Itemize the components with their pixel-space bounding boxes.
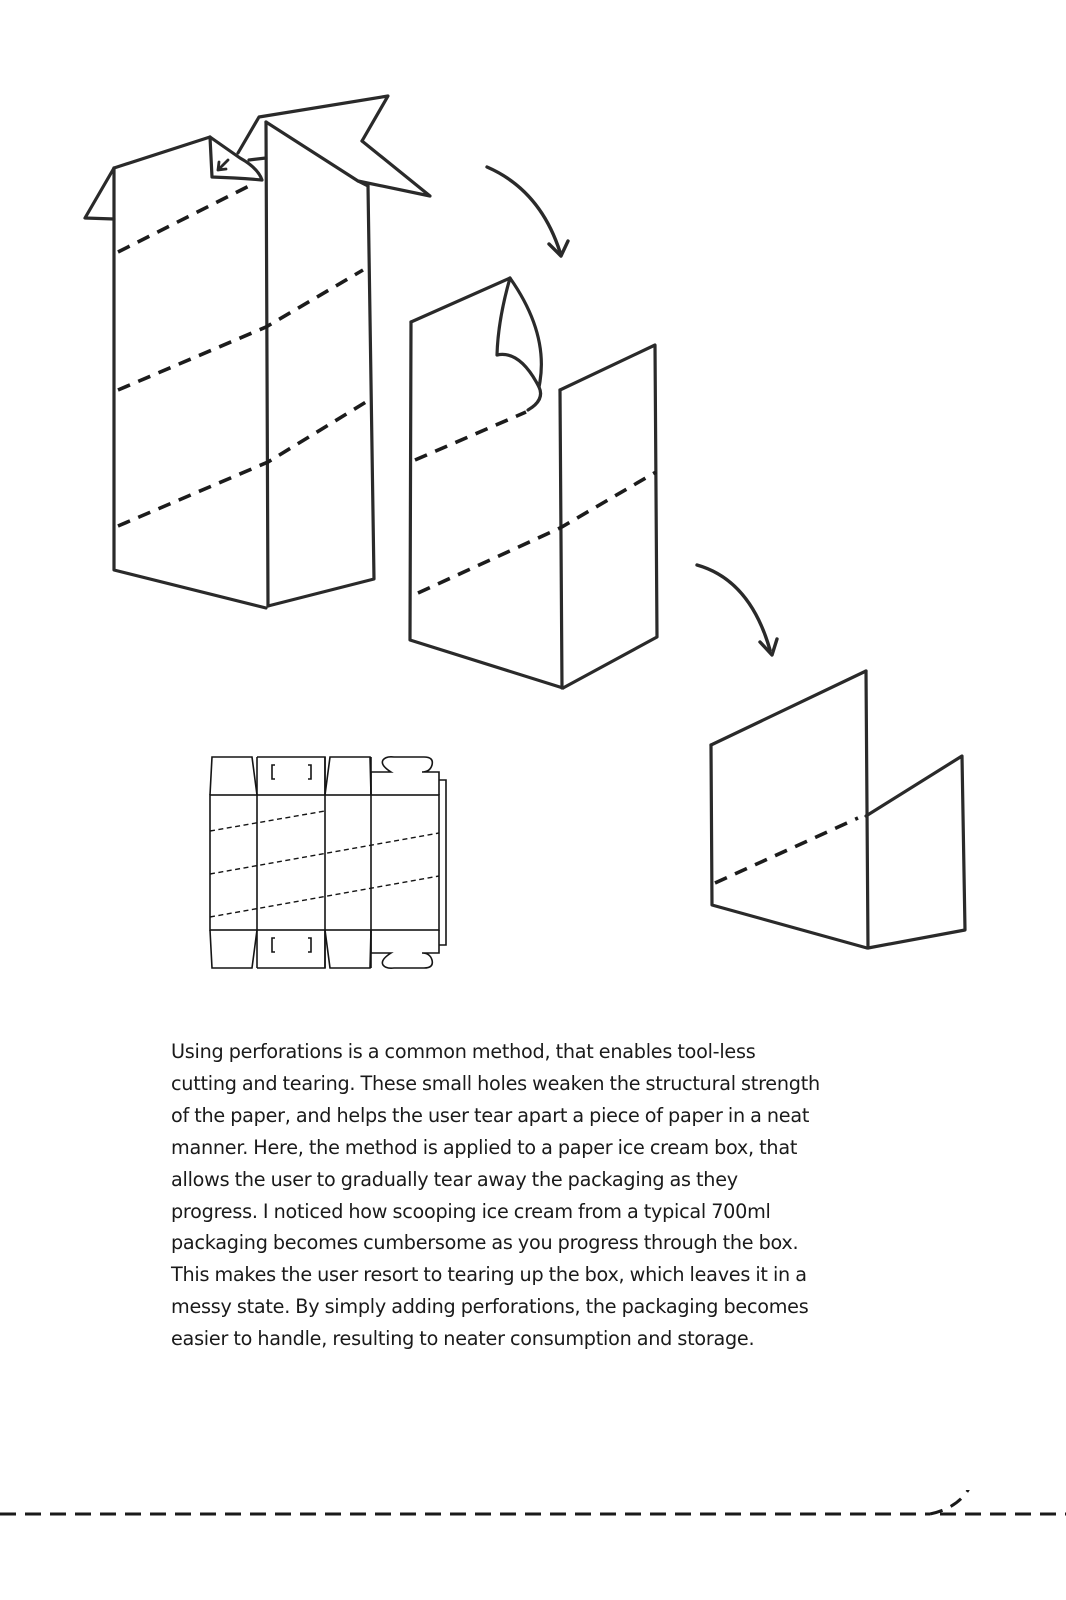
paragraph-line: allows the user to gradually tear away the packaging as they bbox=[171, 1167, 738, 1191]
paragraph-line: easier to handle, resulting to neater consumption and storage. bbox=[171, 1327, 755, 1351]
description-paragraph bbox=[171, 1036, 891, 1355]
box-dieline bbox=[210, 757, 446, 968]
paragraph-line: cutting and tearing. These small holes weaken the structural strength bbox=[171, 1071, 820, 1095]
mostly-torn-box-drawing bbox=[711, 671, 965, 948]
paragraph-line: packaging becomes cumbersome as you progress through the box. bbox=[171, 1231, 799, 1255]
paragraph-line: manner. Here, the method is applied to a paper ice cream box, that bbox=[171, 1135, 798, 1159]
perforation-divider bbox=[0, 1490, 1066, 1600]
paragraph-line: This makes the user resort to tearing up the box, which leaves it in a bbox=[171, 1263, 807, 1287]
partially-torn-box-drawing bbox=[410, 278, 657, 688]
paragraph-line: progress. I noticed how scooping ice cream from a typical 700ml bbox=[171, 1199, 771, 1223]
curved-arrow-icon bbox=[697, 565, 777, 655]
full-box-drawing bbox=[85, 96, 430, 608]
paragraph-line: messy state. By simply adding perforations, the packaging becomes bbox=[171, 1295, 809, 1319]
curved-arrow-icon bbox=[487, 167, 568, 256]
paragraph-line: of the paper, and helps the user tear apart a piece of paper in a neat bbox=[171, 1103, 810, 1127]
paragraph-line: Using perforations is a common method, that enables tool-less bbox=[171, 1040, 756, 1063]
